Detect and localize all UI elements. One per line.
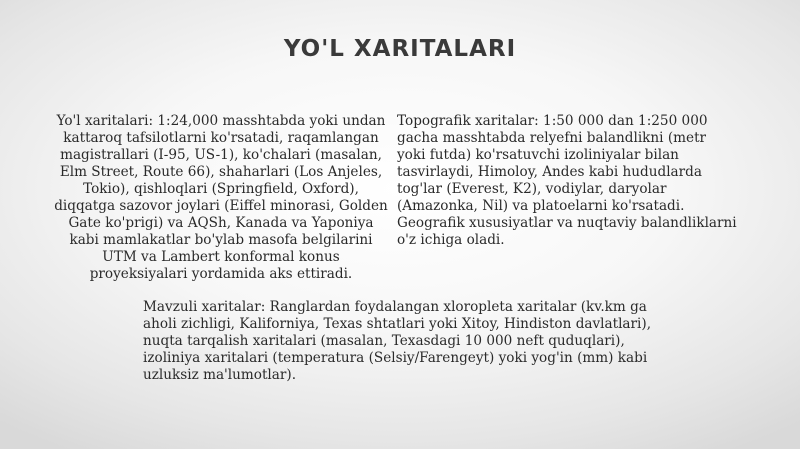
thematic-maps-paragraph: Mavzuli xaritalar: Ranglardan foydalangan xloropleta xaritalar (kv.km ga aholi zichligi, Kaliforniya, Texas shtatlari yoki Xitoy, Hindiston davlatlari), nuqta tarqalish xaritalari (masalan, Texasdagi 10 000 neft quduqlari), izoliniya xaritalari (temperatura (Selsiy/Farengeyt) yoki yog'in (mm) kabi uzluksiz ma'lumotlar). [143, 299, 652, 383]
slide-title: YO'L XARITALARI [283, 36, 517, 62]
road-maps-paragraph: Yo'l xaritalari: 1:24,000 masshtabda yoki undan kattaroq tafsilotlarni ko'rsatadi, raqamlangan magistrallari (I-95, US-1), ko'chalari (masalan, Elm Street, Route 66), shaharlari (Los Anjeles, Tokio), qishloqlari (Springfield, Oxford), diqqatga sazovor joylari (Eiffel minorasi, Golden Gate ko'prigi) va AQSh, Kanada va Yaponiya kabi mamlakatlar bo'ylab masofa belgilarini UTM va Lambert konformal konus proyeksiyalari yordamida aks ettiradi. [54, 113, 388, 282]
topographic-maps-paragraph: Topografik xaritalar: 1:50 000 dan 1:250 000 gacha masshtabda relyefni balandlikni (metr yoki futda) ko'rsatuvchi izoliniyalar bilan tasvirlaydi, Himoloy, Andes kabi hududlarda tog'lar (Everest, K2), vodiylar, daryolar (Amazonka, Nil) va platoelarni ko'rsatadi. Geografik xususiyatlar va nuqtaviy balandliklarni o'z ichiga oladi. [397, 113, 737, 248]
